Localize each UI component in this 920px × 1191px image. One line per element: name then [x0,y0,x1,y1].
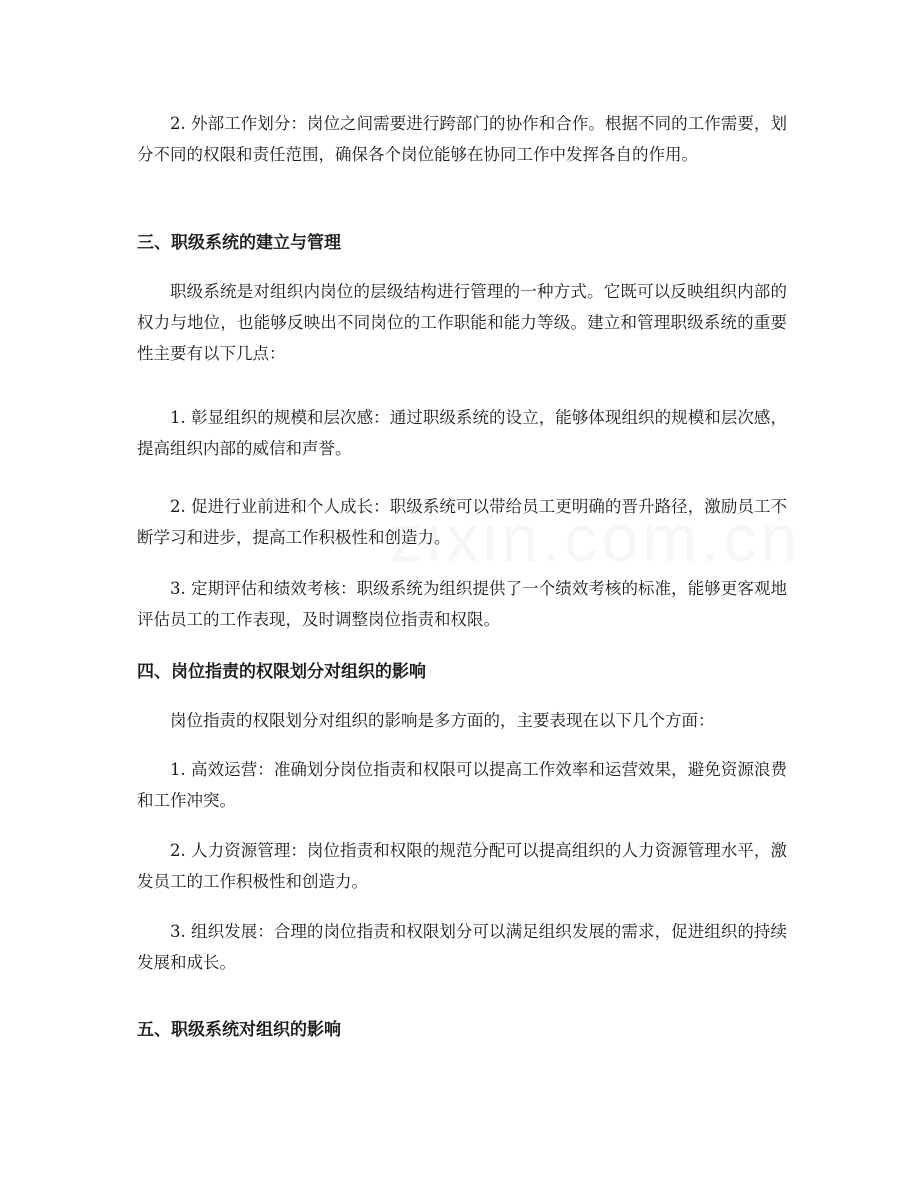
section-heading-4: 四、岗位指责的权限划分对组织的影响 [137,662,426,682]
section-heading-5: 五、职级系统对组织的影响 [137,1020,341,1040]
paragraph-impact-point-1: 1. 高效运营：准确划分岗位指责和权限可以提高工作效率和运营效果，避免资源浪费和工作冲突。 [137,760,787,810]
paragraph-rank-point-3: 3. 定期评估和绩效考核：职级系统为组织提供了一个绩效考核的标准，能够更客观地评估员工的工作表现，及时调整岗位指责和权限。 [137,579,787,629]
paragraph-rank-system-intro: 职级系统是对组织内岗位的层级结构进行管理的一种方式。它既可以反映组织内部的权力与地位，也能够反映出不同岗位的工作职能和能力等级。建立和管理职级系统的重要性主要有以下几点： [137,282,787,363]
paragraph-impact-point-3: 3. 组织发展：合理的岗位指责和权限划分可以满足组织发展的需求，促进组织的持续发展和成长。 [137,922,787,972]
paragraph-impact-intro: 岗位指责的权限划分对组织的影响是多方面的，主要表现在以下几个方面： [170,711,715,730]
paragraph-external-division: 2. 外部工作划分：岗位之间需要进行跨部门的协作和合作。根据不同的工作需要，划分不同的权限和责任范围，确保各个岗位能够在协同工作中发挥各自的作用。 [137,114,787,164]
paragraph-rank-point-2: 2. 促进行业前进和个人成长：职级系统可以带给员工更明确的晋升路径，激励员工不断学习和进步，提高工作积极性和创造力。 [137,497,787,547]
section-heading-3: 三、职级系统的建立与管理 [137,233,341,253]
paragraph-impact-point-2: 2. 人力资源管理：岗位指责和权限的规范分配可以提高组织的人力资源管理水平，激发员工的工作积极性和创造力。 [137,841,787,891]
paragraph-rank-point-1: 1. 彰显组织的规模和层次感：通过职级系统的设立，能够体现组织的规模和层次感，提高组织内部的威信和声誉。 [137,408,787,458]
